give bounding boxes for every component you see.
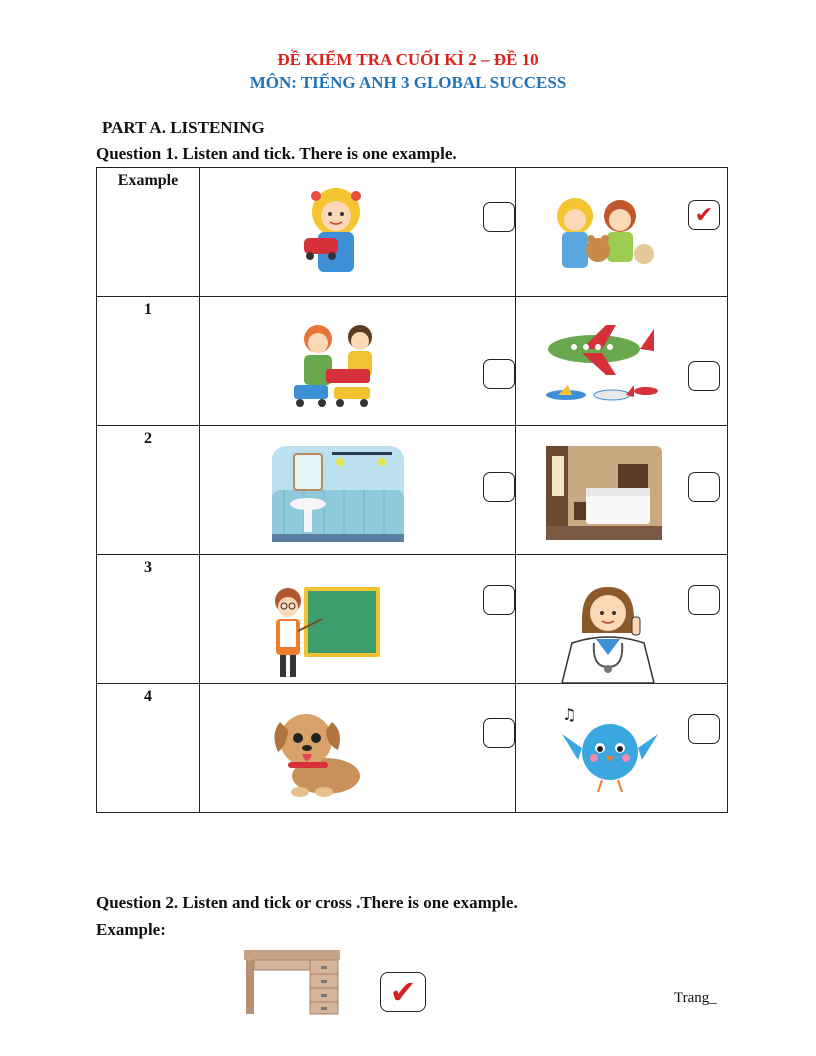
bathroom-image [272, 446, 404, 542]
question1-table [96, 167, 728, 813]
row-label-cell [97, 168, 200, 297]
girl-with-toy-car-image [276, 186, 396, 276]
right-option-cell [516, 168, 728, 297]
page-number-label: Trang_ [674, 990, 717, 1006]
dog-image [266, 704, 366, 800]
toy-planes-image [542, 321, 662, 411]
tick-box[interactable] [688, 361, 720, 391]
bedroom-image [546, 446, 662, 540]
question2-instruction: Question 2. Listen and tick or cross .There is one example. [96, 893, 518, 912]
svg-text:♫: ♫ [562, 705, 577, 724]
row-label-cell [97, 555, 200, 684]
left-option-cell [200, 555, 516, 684]
right-option-cell [516, 684, 728, 813]
tick-box-checked[interactable]: ✔ [688, 200, 720, 230]
row-label: 1 [144, 301, 152, 318]
girls-with-teddy-bears-image [540, 188, 660, 278]
row-label: Example [117, 172, 179, 189]
doctor-image [552, 583, 664, 687]
left-option-cell [200, 297, 516, 426]
page-title: ĐỀ KIỂM TRA CUỐI KÌ 2 – ĐỀ 10 [277, 50, 539, 69]
row-label-cell [97, 297, 200, 426]
row-label-cell [97, 426, 200, 555]
row-label: 3 [144, 559, 152, 576]
table-row [97, 297, 728, 426]
row-label-cell [97, 684, 200, 813]
left-option-cell [200, 168, 516, 297]
right-option-cell [516, 426, 728, 555]
teacher-image [270, 583, 382, 683]
left-option-cell [200, 426, 516, 555]
tick-box[interactable] [688, 714, 720, 744]
row-label: 2 [144, 430, 152, 447]
table-row [97, 168, 728, 297]
row-label: 4 [144, 688, 152, 705]
right-option-cell [516, 555, 728, 684]
table-row [97, 684, 728, 813]
tick-box[interactable] [688, 585, 720, 615]
tick-box[interactable] [688, 472, 720, 502]
boys-with-toy-trucks-image [276, 319, 396, 411]
tick-box[interactable] [483, 718, 515, 748]
bird-image [556, 704, 664, 800]
example-tick-box[interactable]: ✔ [380, 972, 426, 1012]
right-option-cell [516, 297, 728, 426]
tick-box[interactable] [483, 359, 515, 389]
tick-box[interactable] [483, 585, 515, 615]
question1-instruction: Question 1. Listen and tick. There is one example. [96, 144, 457, 163]
example-label: Example: [96, 920, 166, 939]
desk-image [236, 940, 348, 1018]
table-row [97, 555, 728, 684]
tick-box[interactable] [483, 202, 515, 232]
left-option-cell [200, 684, 516, 813]
tick-box[interactable] [483, 472, 515, 502]
part-a-heading: PART A. LISTENING [102, 118, 265, 137]
page-subtitle: MÔN: TIẾNG ANH 3 GLOBAL SUCCESS [249, 73, 567, 92]
table-row [97, 426, 728, 555]
